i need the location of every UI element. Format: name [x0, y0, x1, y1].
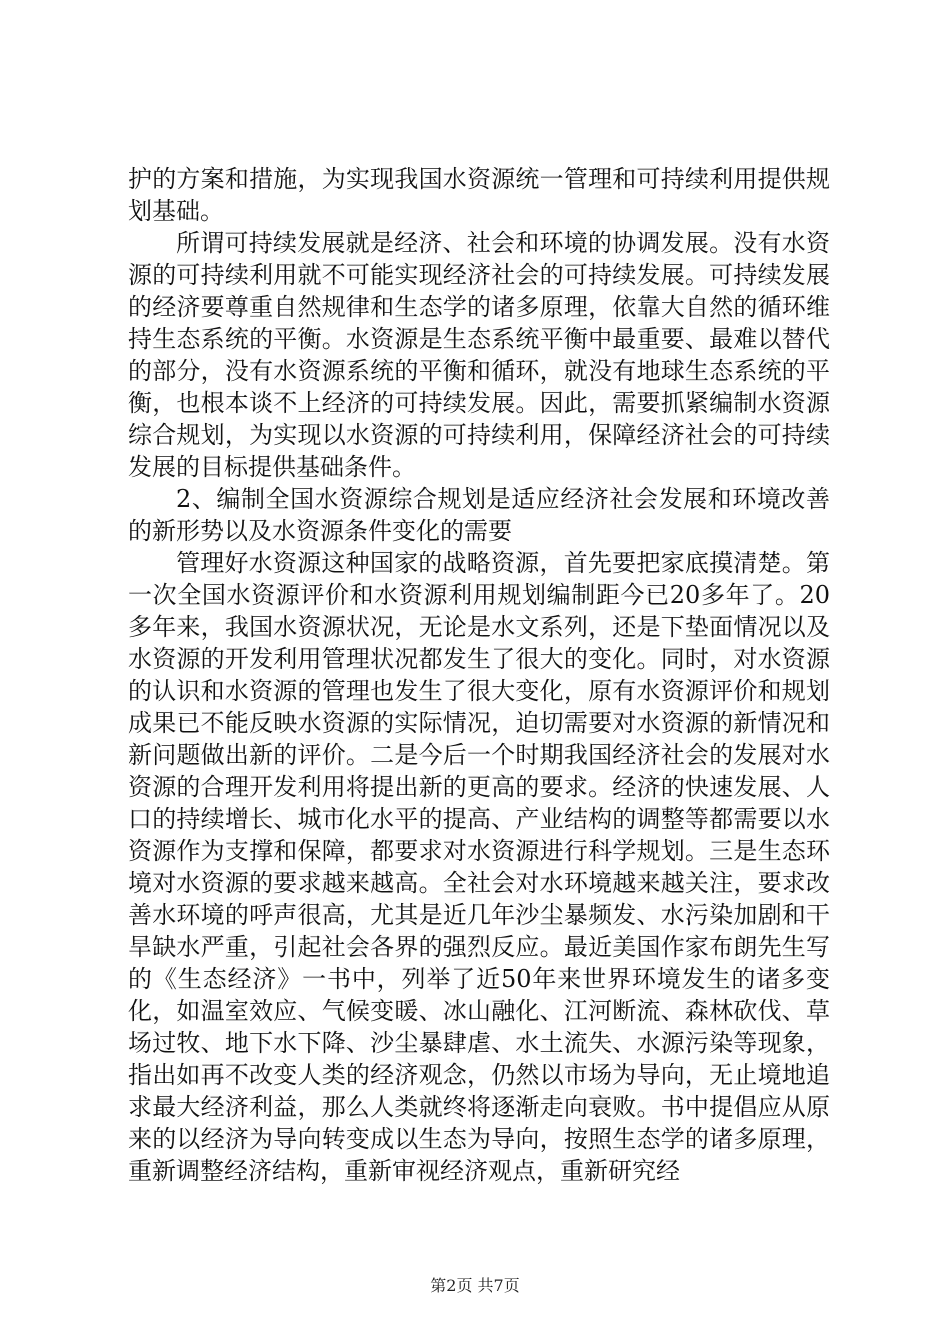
body-paragraph-3: 管理好水资源这种国家的战略资源，首先要把家底摸清楚。第一次全国水资源评价和水资源利用规划编制距今已20多年了。20多年来，我国水资源状况，无论是水文系列，还是下垫面情况以及水资源的开发利用管理状况都发生了很大的变化。同时，对水资源的认识和水资源的管理也发生了很大变化，原有水资源评价和规划成果已不能反映水资源的实际情况，迫切需要对水资源的新情况和新问题做出新的评价。二是今后一个时期我国经济社会的发展对水资源的合理开发利用将提出新的更高的要求。经济的快速发展、人口的持续增长、城市化水平的提高、产业结构的调整等都需要以水资源作为支撑和保障，都要求对水资源进行科学规划。三是生态环境对水资源的要求越来越高。全社会对水环境越来越关注，要求改善水环境的呼声很高，尤其是近几年沙尘暴频发、水污染加剧和干旱缺水严重，引起社会各界的强烈反应。最近美国作家布朗先生写的《生态经济》一书中，列举了近50年来世界环境发生的诸多变化，如温室效应、气候变暖、冰山融化、江河断流、森林砍伐、草场过牧、地下水下降、沙尘暴肆虐、水土流失、水源污染等现象，指出如再不改变人类的经济观念，仍然以市场为导向，无止境地追求最大经济利益，那么人类就终将逐渐走向衰败。书中提倡应从原来的以经济为导向转变成以生态为导向，按照生态学的诸多原理，重新调整经济结构，重新审视经济观点，重新研究经 — [128, 549, 830, 1185]
body-paragraph-1: 护的方案和措施，为实现我国水资源统一管理和可持续利用提供规划基础。 — [128, 165, 830, 225]
section-heading-2: 2、编制全国水资源综合规划是适应经济社会发展和环境改善的新形势以及水资源条件变化的需要 — [128, 485, 830, 545]
page-footer: 第2页 共7页 — [430, 1276, 520, 1295]
document-body — [128, 163, 830, 1187]
body-paragraph-2: 所谓可持续发展就是经济、社会和环境的协调发展。没有水资源的可持续利用就不可能实现经济社会的可持续发展。可持续发展的经济要尊重自然规律和生态学的诸多原理，依靠大自然的循环维持生态系统的平衡。水资源是生态系统平衡中最重要、最难以替代的部分，没有水资源系统的平衡和循环，就没有地球生态系统的平衡，也根本谈不上经济的可持续发展。因此，需要抓紧编制水资源综合规划，为实现以水资源的可持续利用，保障经济社会的可持续发展的目标提供基础条件。 — [128, 229, 830, 481]
